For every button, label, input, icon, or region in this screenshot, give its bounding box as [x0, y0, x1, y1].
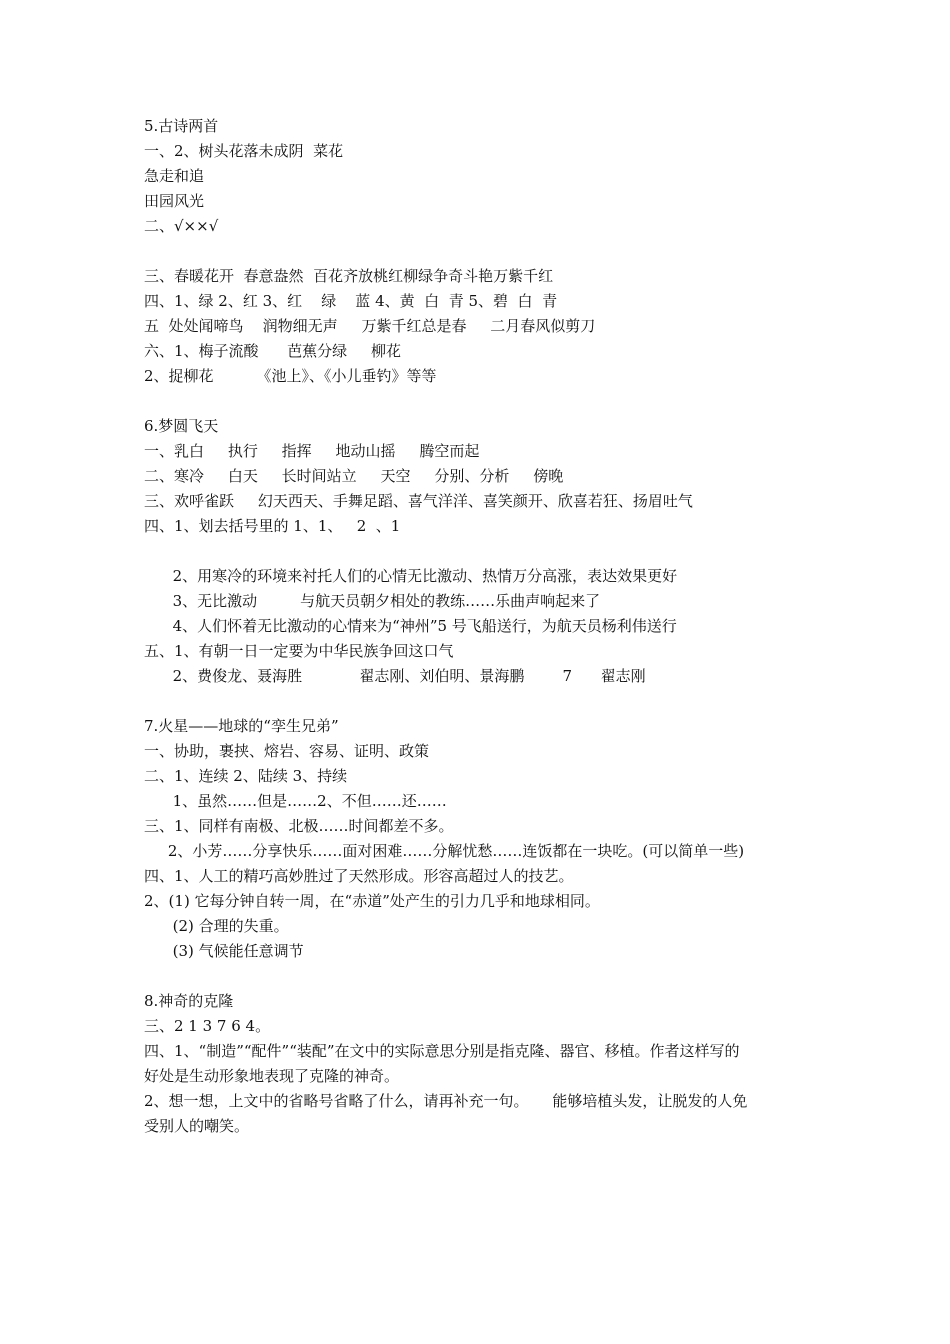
text-line: 三、1、同样有南极、北极……时间都差不多。: [144, 817, 454, 835]
spacer: [144, 689, 814, 714]
text-line: 一、2、树头花落未成阴 菜花: [144, 142, 344, 160]
text-line: (2) 合理的失重。: [144, 917, 289, 935]
section-title-5: 5.古诗两首: [144, 117, 219, 135]
text-line: 三、2 1 3 7 6 4。: [144, 1017, 271, 1035]
text-line: 1、虽然……但是……2、不但……还……: [144, 792, 447, 810]
text-line: 4、人们怀着无比激动的心情来为“神州”5 号飞船送行，为航天员杨利伟送行: [144, 617, 677, 635]
text-line: 2、捉柳花 《池上》、《小儿垂钓》等等: [144, 367, 437, 385]
section-title-8: 8.神奇的克隆: [144, 992, 234, 1010]
spacer: [144, 539, 814, 564]
text-line: 2、小芳……分享快乐……面对困难……分解忧愁……连饭都在一块吃。(可以简单一些): [144, 842, 745, 860]
text-line: 田园风光: [144, 192, 205, 210]
text-line: 二、寒冷 白天 长时间站立 天空 分别、分析 傍晚: [144, 467, 564, 485]
spacer: [144, 389, 814, 414]
text-line: 2、想一想，上文中的省略号省略了什么，请再补充一句。 能够培植头发，让脱发的人免: [144, 1092, 748, 1110]
text-line: 3、无比激动 与航天员朝夕相处的教练……乐曲声响起来了: [144, 592, 601, 610]
text-line: 三、春暖花开 春意盎然 百花齐放桃红柳绿争奇斗艳万紫千红: [144, 267, 554, 285]
text-line: 四、1、人工的精巧高妙胜过了天然形成。形容高超过人的技艺。: [144, 867, 574, 885]
text-line: 急走和追: [144, 167, 205, 185]
text-line: 二、1、连续 2、陆续 3、持续: [144, 767, 348, 785]
section-title-7: 7.火星——地球的“孪生兄弟”: [144, 717, 339, 735]
text-line: 四、1、划去括号里的 1、1、 2 、1: [144, 517, 401, 535]
answer-key-text: [144, 114, 814, 1139]
text-line: 四、1、绿 2、红 3、红 绿 蓝 4、黄 白 青 5、碧 白 青: [144, 292, 558, 310]
text-line: 2、费俊龙、聂海胜 翟志刚、刘伯明、景海鹏 7 翟志刚: [144, 667, 646, 685]
spacer: [144, 239, 814, 264]
text-line: 好处是生动形象地表现了克隆的神奇。: [144, 1067, 400, 1085]
text-line: 2、(1) 它每分钟自转一周，在“赤道”处产生的引力几乎和地球相同。: [144, 892, 600, 910]
text-line: 一、协助，裹挟、熔岩、容易、证明、政策: [144, 742, 430, 760]
text-line: 三、欢呼雀跃 幻天西天、手舞足蹈、喜气洋洋、喜笑颜开、欣喜若狂、扬眉吐气: [144, 492, 693, 510]
text-line: 受别人的嘲笑。: [144, 1117, 250, 1135]
text-line: 一、乳白 执行 指挥 地动山摇 腾空而起: [144, 442, 480, 460]
section-title-6: 6.梦圆飞天: [144, 417, 219, 435]
text-line: 2、用寒冷的环境来衬托人们的心情无比激动、热情万分高涨，表达效果更好: [144, 567, 678, 585]
text-line: 五、1、有朝一日一定要为中华民族争回这口气: [144, 642, 454, 660]
text-line: 六、1、梅子流酸 芭蕉分绿 柳花: [144, 342, 401, 360]
text-line: 四、1、“制造”“配件”“装配”在文中的实际意思分别是指克隆、器官、移植。作者这样写的: [144, 1042, 740, 1060]
text-line: 五 处处闻啼鸟 润物细无声 万紫千红总是春 二月春风似剪刀: [144, 317, 596, 335]
text-line: 二、√××√: [144, 217, 219, 235]
text-line: (3) 气候能任意调节: [144, 942, 304, 960]
spacer: [144, 964, 814, 989]
